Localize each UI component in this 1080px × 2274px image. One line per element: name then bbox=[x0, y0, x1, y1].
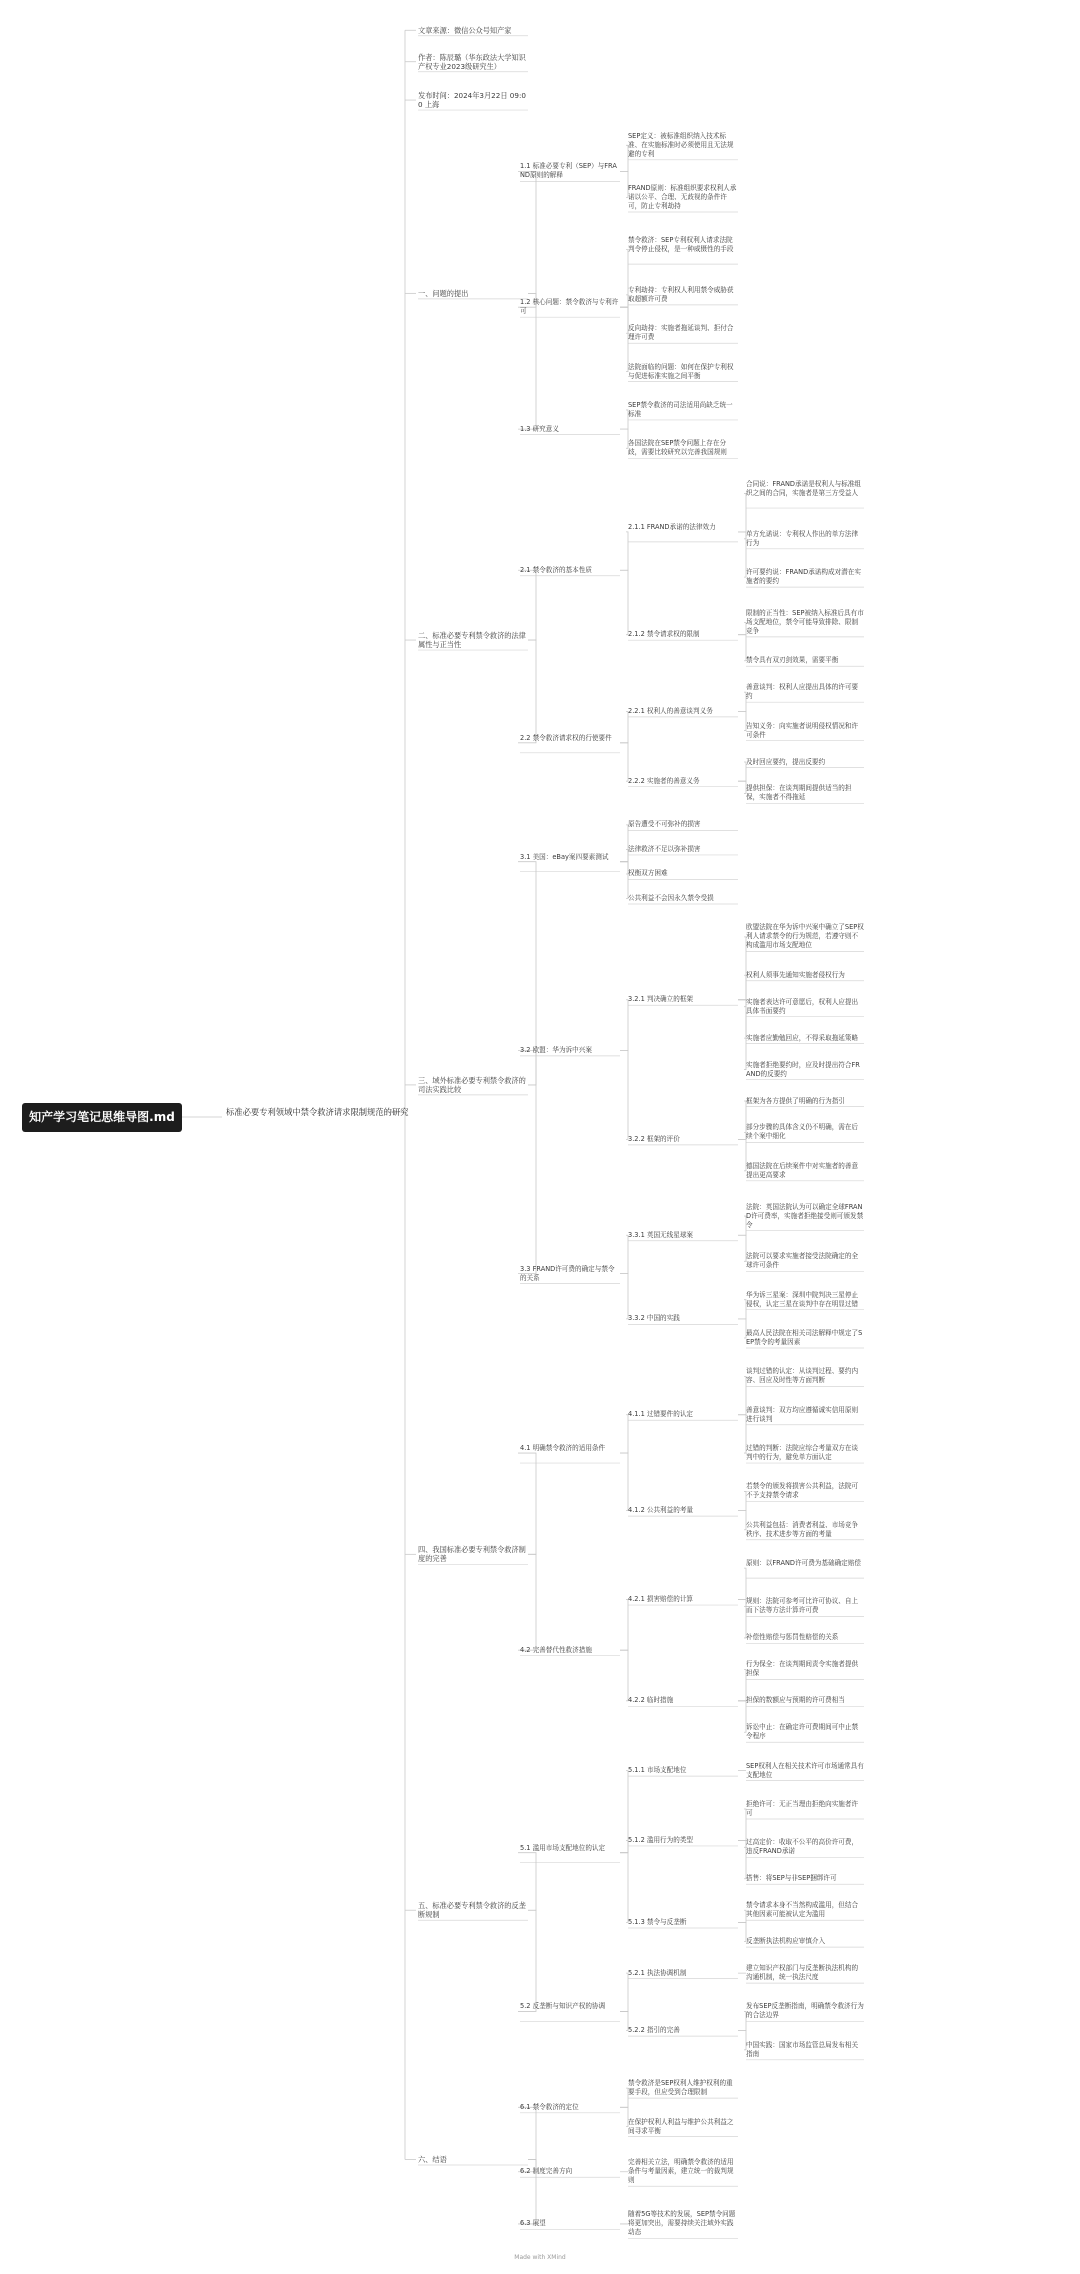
subtopic[interactable]: 德国法院在后续案件中对实施者的善意提出更高要求 bbox=[746, 1161, 859, 1179]
connector-line bbox=[738, 1132, 746, 1139]
connector-line bbox=[620, 1415, 628, 1453]
subtopic[interactable]: 2.2.1 权利人的善意谈判义务 bbox=[628, 706, 713, 715]
subtopic[interactable]: 3.3 FRAND许可费的确定与禁令的关系 bbox=[520, 1264, 615, 1282]
connector-line bbox=[620, 145, 628, 171]
subtopic[interactable]: 5.1.3 禁令与反垄断 bbox=[628, 1917, 687, 1926]
connector-line bbox=[738, 1415, 746, 1453]
connector-line bbox=[620, 570, 628, 634]
subtopic[interactable]: 法院可以要求实施者接受法院确定的全球许可条件 bbox=[746, 1252, 859, 1270]
connector-line bbox=[738, 1568, 746, 1599]
subtopic[interactable]: 4.1.2 公共利益的考量 bbox=[628, 1506, 694, 1515]
connector-line bbox=[738, 1000, 746, 1070]
branch-topic[interactable]: 六、结语 bbox=[418, 2154, 447, 2164]
subtopic[interactable]: 4.2 完善替代性救济措施 bbox=[520, 1645, 592, 1654]
connector-line bbox=[518, 171, 536, 293]
connector-line bbox=[738, 1139, 746, 1170]
subtopic[interactable]: 3.2.1 判决确立的框架 bbox=[628, 995, 694, 1004]
connector-line bbox=[620, 1973, 628, 2011]
subtopic[interactable]: 完善相关立法，明确禁令救济的适用条件与考量因素，建立统一的裁判规则 bbox=[628, 2158, 734, 2185]
connector-line bbox=[738, 1376, 746, 1414]
subtopic[interactable]: 行为保全：在谈判期间责令实施者提供担保 bbox=[746, 1660, 859, 1678]
connector-line bbox=[620, 2088, 628, 2107]
subtopic[interactable]: 3.2.2 框架的评价 bbox=[628, 1134, 680, 1143]
subtopic[interactable]: 5.1.1 市场支配地位 bbox=[628, 1766, 687, 1775]
connector-line bbox=[738, 1840, 746, 1847]
subtopic[interactable]: 过错的判断：法院应综合考量双方在谈判中的行为，避免单方面认定 bbox=[746, 1444, 859, 1462]
branch-topic[interactable]: 一、问题的提出 bbox=[418, 288, 469, 298]
connector-line bbox=[738, 762, 746, 781]
subtopic[interactable]: 发布SEP反垄断指南，明确禁令救济行为的合法边界 bbox=[746, 2002, 864, 2020]
connector-line bbox=[738, 1910, 746, 1922]
connector-line bbox=[620, 743, 628, 781]
connector-line bbox=[620, 429, 628, 448]
subtopic[interactable]: 4.2.2 临时措施 bbox=[628, 1696, 674, 1705]
subtopic[interactable]: 中国实践：国家市场监管总局发布相关指南 bbox=[746, 2040, 859, 2058]
subtopic[interactable]: 反垄断执法机构应审慎介入 bbox=[746, 1937, 826, 1946]
subtopic[interactable]: FRAND原则：标准组织要求权利人承诺以公平、合理、无歧视的条件许可，防止专利劫持 bbox=[628, 183, 737, 210]
subtopic[interactable]: 实施者应勤勉回应，不得采取拖延策略 bbox=[746, 1033, 859, 1042]
connector-line bbox=[738, 1300, 746, 1319]
subtopic[interactable]: 谈判过错的认定：从谈判过程、要约内容、回应及时性等方面判断 bbox=[746, 1367, 859, 1385]
connector-line bbox=[620, 1050, 628, 1139]
subtopic[interactable]: 补偿性赔偿与惩罚性赔偿的关系 bbox=[746, 1633, 839, 1642]
connector-line bbox=[620, 307, 628, 333]
connector-line bbox=[620, 171, 628, 197]
connector-line bbox=[738, 1491, 746, 1510]
connector-line bbox=[620, 295, 628, 307]
subtopic[interactable]: 禁令请求本身不当然构成滥用，但结合其他因素可能被认定为滥用 bbox=[746, 1901, 859, 1919]
central-topic[interactable]: 标准必要专利领域中禁令救济请求限制规范的研究 bbox=[226, 1107, 409, 1117]
branch-topic[interactable]: 发布时间：2024年3月22日 09:00 上海 bbox=[418, 91, 526, 110]
subtopic[interactable]: 搭售：将SEP与非SEP捆绑许可 bbox=[746, 1874, 837, 1883]
connector-line bbox=[518, 1453, 536, 1554]
connector-line bbox=[620, 410, 628, 429]
connector-line bbox=[738, 1235, 746, 1261]
branch-topic[interactable]: 五、标准必要专利禁令救济的反垄断规制 bbox=[418, 1901, 526, 1920]
subtopic[interactable]: 禁令救济是SEP权利人维护权利的重要手段，但应受到合理限制 bbox=[628, 2079, 733, 2097]
subtopic[interactable]: 单方允诺说：专利权人作出的单方法律行为 bbox=[746, 529, 859, 547]
connector-line bbox=[738, 1840, 746, 1878]
connector-line bbox=[620, 1600, 628, 1651]
subtopic[interactable]: 提供担保：在谈判期间提供适当的担保，实施者不得拖延 bbox=[746, 784, 852, 802]
connector-line bbox=[738, 1000, 746, 1007]
subtopic[interactable]: 5.2.2 指引的完善 bbox=[628, 2026, 680, 2035]
connector-line bbox=[620, 711, 628, 742]
connector-line bbox=[738, 692, 746, 711]
connector-line bbox=[738, 1701, 746, 1732]
subtopic[interactable]: 在保护权利人利益与维护公共利益之间寻求平衡 bbox=[628, 2117, 734, 2135]
connector-line bbox=[738, 937, 746, 1000]
connector-line bbox=[738, 532, 746, 539]
subtopic[interactable]: 拒绝许可：无正当理由拒绝向实施者许可 bbox=[746, 1799, 859, 1817]
connector-line bbox=[620, 1650, 628, 1701]
subtopic[interactable]: 实施者拒绝要约时，应及时提出符合FRAND的反要约 bbox=[746, 1060, 860, 1078]
subtopic[interactable]: 欧盟法院在华为诉中兴案中确立了SEP权利人请求禁令的行为规范，若遵守则不构成滥用市场支配地位 bbox=[746, 923, 864, 950]
subtopic[interactable]: 5.1 滥用市场支配地位的认定 bbox=[520, 1843, 606, 1852]
footer-watermark: Made with XMind bbox=[514, 2254, 566, 2261]
connector-line bbox=[738, 1000, 746, 1038]
subtopic[interactable]: 1.3 研究意义 bbox=[520, 424, 559, 433]
subtopic[interactable]: 许可要约说：FRAND承诺构成对潜在实施者的要约 bbox=[746, 568, 861, 586]
connector-line bbox=[620, 2011, 628, 2030]
connector-line bbox=[620, 2107, 628, 2126]
subtopic[interactable]: 善意谈判：双方均应遵循诚实信用原则进行谈判 bbox=[746, 1405, 859, 1423]
subtopic[interactable]: 公共利益不会因永久禁令受损 bbox=[628, 894, 714, 903]
subtopic[interactable]: 3.2 欧盟：华为诉中兴案 bbox=[520, 1045, 592, 1054]
connector-line bbox=[518, 640, 536, 743]
subtopic[interactable]: 实施者表达许可意愿后，权利人应提出具体书面要约 bbox=[746, 997, 859, 1015]
branch-topic[interactable]: 三、域外标准必要专利禁令救济的司法实践比较 bbox=[418, 1075, 526, 1094]
root-topic[interactable]: 知产学习笔记思维导图.md bbox=[22, 1103, 182, 1132]
connector-line bbox=[738, 622, 746, 634]
subtopic[interactable]: 专利劫持：专利权人利用禁令威胁获取超额许可费 bbox=[628, 285, 734, 303]
connector-line bbox=[738, 1216, 746, 1235]
subtopic[interactable]: 善意谈判：权利人应提出具体的许可要约 bbox=[746, 683, 859, 701]
connector-line bbox=[738, 711, 746, 730]
connector-line bbox=[518, 1085, 536, 1274]
subtopic[interactable]: 最高人民法院在相关司法解释中规定了SEP禁令的考量因素 bbox=[746, 1329, 863, 1347]
subtopic[interactable]: 原则：以FRAND许可费为基础确定赔偿 bbox=[746, 1559, 861, 1568]
connector-line bbox=[738, 975, 746, 1000]
subtopic[interactable]: 2.1.1 FRAND承诺的法律效力 bbox=[628, 522, 716, 531]
branch-topic[interactable]: 二、标准必要专利禁令救济的法律属性与正当性 bbox=[418, 631, 526, 650]
subtopic[interactable]: 及时回应要约，提出反要约 bbox=[746, 757, 826, 766]
connector-line bbox=[738, 1600, 746, 1638]
branch-topic[interactable]: 作者：陈辰璐（华东政法大学知识产权专业2023级研究生） bbox=[418, 52, 526, 71]
connector-line bbox=[620, 250, 628, 308]
subtopic[interactable]: 禁令具有双刃剑效果，需要平衡 bbox=[746, 656, 839, 665]
subtopic[interactable]: 过高定价：收取不公平的高价许可费，违反FRAND承诺 bbox=[746, 1838, 859, 1856]
connector-line bbox=[518, 1910, 536, 2011]
subtopic[interactable]: 3.1 美国：eBay案四要素测试 bbox=[520, 852, 609, 861]
subtopic[interactable]: 4.1.1 过错要件的认定 bbox=[628, 1410, 694, 1419]
subtopic[interactable]: 诉讼中止：在确定许可费期间可中止禁令程序 bbox=[746, 1723, 859, 1741]
connector-line bbox=[620, 1274, 628, 1319]
subtopic[interactable]: 担保的数额应与预期的许可费相当 bbox=[746, 1696, 845, 1705]
subtopic[interactable]: 4.1 明确禁令救济的适用条件 bbox=[520, 1444, 606, 1453]
subtopic[interactable]: 原告遭受不可弥补的损害 bbox=[628, 820, 701, 829]
connector-line bbox=[738, 1319, 746, 1338]
subtopic[interactable]: 6.2 制度完善方向 bbox=[520, 2167, 573, 2176]
subtopic[interactable]: 6.3 展望 bbox=[520, 2219, 546, 2228]
subtopic[interactable]: SEP定义：被标准组织纳入技术标准、在实施标准时必须使用且无法规避的专利 bbox=[628, 131, 734, 158]
subtopic[interactable]: 4.2.1 损害赔偿的计算 bbox=[628, 1595, 694, 1604]
connector-line bbox=[738, 1922, 746, 1941]
subtopic[interactable]: 1.2 核心问题：禁令救济与专利许可 bbox=[520, 298, 619, 316]
connector-line bbox=[738, 2011, 746, 2030]
subtopic[interactable]: 3.3.1 英国无线星球案 bbox=[628, 1230, 694, 1239]
connector-line bbox=[518, 1554, 536, 1650]
connector-line bbox=[620, 862, 628, 899]
connector-line bbox=[518, 2107, 536, 2159]
connector-line bbox=[518, 570, 536, 640]
subtopic[interactable]: 法院面临的问题：如何在保护专利权与促进标准实施之间平衡 bbox=[628, 362, 734, 380]
subtopic[interactable]: SEP权利人在相关技术许可市场通常具有支配地位 bbox=[746, 1761, 864, 1779]
connector-line bbox=[738, 2031, 746, 2050]
connector-line bbox=[738, 781, 746, 793]
subtopic[interactable]: 反向劫持：实施者拖延谈判、拒付合理许可费 bbox=[628, 324, 734, 342]
subtopic[interactable]: 5.2 反垄断与知识产权的协调 bbox=[520, 2002, 606, 2011]
connector-line bbox=[620, 862, 628, 874]
subtopic[interactable]: 权衡双方困难 bbox=[628, 869, 668, 878]
subtopic[interactable]: 5.1.2 滥用行为的类型 bbox=[628, 1835, 694, 1844]
subtopic[interactable]: 2.1.2 禁令请求权的限制 bbox=[628, 630, 700, 639]
branch-topic[interactable]: 四、我国标准必要专利禁令救济制度的完善 bbox=[418, 1545, 526, 1564]
subtopic[interactable]: 限制的正当性：SEP被纳入标准后具有市场支配地位，禁令可能导致排除、限制竞争 bbox=[746, 608, 864, 635]
connector-line bbox=[620, 1235, 628, 1273]
subtopic[interactable]: 法院：英国法院认为可以确定全球FRAND许可费率，实施者拒绝接受则可颁发禁令 bbox=[746, 1202, 864, 1229]
subtopic[interactable]: 部分步骤的具体含义仍不明确，需在后续个案中细化 bbox=[746, 1123, 859, 1141]
subtopic[interactable]: 2.2 禁令救济请求权的行使要件 bbox=[520, 733, 612, 742]
connector-line bbox=[738, 1669, 746, 1700]
connector-line bbox=[620, 1000, 628, 1051]
subtopic[interactable]: 权利人须事先通知实施者侵权行为 bbox=[746, 970, 845, 979]
subtopic[interactable]: 公共利益包括：消费者利益、市场竞争秩序、技术进步等方面的考量 bbox=[746, 1520, 859, 1538]
subtopic[interactable]: 各国法院在SEP禁令问题上存在分歧，需要比较研究以完善我国规则 bbox=[628, 439, 727, 457]
connector-line bbox=[620, 1453, 628, 1511]
subtopic[interactable]: 2.2.2 实施者的善意义务 bbox=[628, 776, 700, 785]
connector-line bbox=[738, 1511, 746, 1530]
connector-line bbox=[620, 532, 628, 570]
connector-line bbox=[620, 1853, 628, 1923]
connector-line bbox=[620, 1840, 628, 1852]
connector-line bbox=[738, 1101, 746, 1139]
subtopic[interactable]: 框架为各方提供了明确的行为指引 bbox=[746, 1096, 845, 1105]
subtopic[interactable]: 1.1 标准必要专利（SEP）与FRAND原则的解释 bbox=[520, 162, 617, 180]
subtopic[interactable]: 3.3.2 中国的实践 bbox=[628, 1314, 680, 1323]
subtopic[interactable]: 法律救济不足以弥补损害 bbox=[628, 844, 701, 853]
subtopic[interactable]: 华为诉三星案：深圳中院判决三星停止侵权，认定三星在谈判中存在明显过错 bbox=[746, 1290, 859, 1308]
branch-topic[interactable]: 文章来源：微信公众号知产家 bbox=[418, 25, 512, 35]
connector-line bbox=[738, 1809, 746, 1840]
connector-line bbox=[738, 635, 746, 661]
subtopic[interactable]: 禁令救济：SEP专利权利人请求法院判令停止侵权，是一种威慑性的手段 bbox=[628, 236, 734, 254]
subtopic[interactable]: SEP禁令救济的司法适用尚缺乏统一标准 bbox=[628, 400, 733, 418]
subtopic[interactable]: 合同说：FRAND承诺是权利人与标准组织之间的合同，实施者是第三方受益人 bbox=[746, 480, 861, 498]
subtopic[interactable]: 建立知识产权部门与反垄断执法机构的沟通机制，统一执法尺度 bbox=[746, 1964, 859, 1982]
connector-line bbox=[620, 307, 628, 371]
subtopic[interactable]: 2.1 禁令救济的基本性质 bbox=[520, 565, 592, 574]
subtopic[interactable]: 告知义务：向实施者说明侵权情况和许可条件 bbox=[746, 721, 859, 739]
connector-line bbox=[738, 1600, 746, 1607]
subtopic[interactable]: 规则：法院可参考可比许可协议、自上而下法等方法计算许可费 bbox=[746, 1597, 859, 1615]
connector-line bbox=[620, 825, 628, 862]
subtopic[interactable]: 5.2.1 执法协调机制 bbox=[628, 1968, 687, 1977]
subtopic[interactable]: 随着5G等技术的发展，SEP禁令问题将更加突出，需要持续关注域外实践动态 bbox=[628, 2210, 736, 2237]
subtopic[interactable]: 6.1 禁令救济的定位 bbox=[520, 2102, 579, 2111]
connector-line bbox=[738, 494, 746, 532]
connector-line bbox=[620, 849, 628, 861]
subtopic[interactable]: 若禁令的颁发将损害公共利益，法院可不予支持禁令请求 bbox=[746, 1482, 859, 1500]
